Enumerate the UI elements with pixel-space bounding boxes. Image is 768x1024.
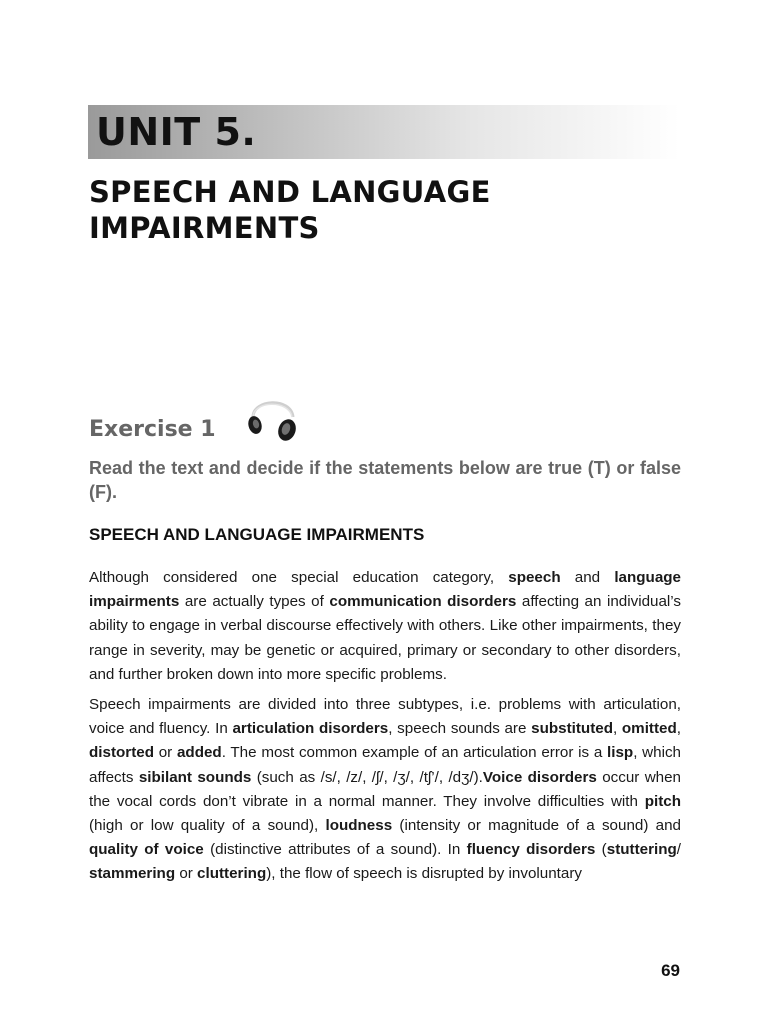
text-run: or [153,744,177,762]
text-run: are actually types of [179,593,330,611]
bold-term: lisp [607,744,634,762]
text-run: or [175,865,198,883]
body-text [89,566,681,893]
text-run: Speech impairments are divided into three subtypes, i.e. problems with articulation, voice and fluency. In [89,696,681,738]
text-run: (high or low quality of a sound), [89,817,326,835]
bold-term: fluency disorders [466,841,596,859]
unit-title: UNIT 5. [96,110,257,154]
bold-term: sibilant sounds [138,768,252,786]
text-run: ), the flow of speech is disrupted by involuntary [266,865,582,883]
text-run: (such as /s/, /z/, /ʃ/, /ʒ/, /tʃ’/, /dʒ/). [251,768,483,786]
text-run: . The most common example of an articulation error is a [221,744,608,762]
bold-term: Voice disorders [482,768,597,786]
text-run: affecting an individual’s ability to engage in verbal discourse effectively with others. Like other impairments, they range in severity, may be genetic or acquired, primary or secondary to other disorders, and further broken down into more specific problems. [89,593,681,683]
bold-term: speech [508,569,561,586]
exercise-instruction: Read the text and decide if the statements below are true (T) or false (F). [89,458,681,502]
bold-term: omitted [621,720,677,738]
text-run: (intensity or magnitude of a sound) and [392,817,681,835]
page-number: 69 [661,961,680,980]
bold-term: quality of voice [89,841,204,859]
bold-term: distorted [89,744,154,762]
bold-term: language impairments [89,569,681,611]
paragraph [89,566,681,687]
text-run: occur when the vocal cords don’t vibrate in a normal manner. They involve difficulties with [89,768,682,810]
text-run: and [560,569,615,586]
text-run: , [676,720,681,738]
bold-term: cluttering [197,865,267,883]
paragraph [89,693,681,887]
headphones-icon [243,393,299,445]
bold-term: stuttering [606,841,677,859]
bold-term: stammering [89,865,176,883]
text-run: , which affects [89,744,681,786]
chapter-title: SPEECH AND LANGUAGE IMPAIRMENTS [89,175,491,245]
bold-term: communication disorders [329,593,517,611]
text-run: Although considered one special education category, [89,569,509,586]
bold-term: substituted [531,720,613,738]
bold-term: loudness [325,817,393,835]
text-run: , [612,720,622,738]
text-run: (distinctive attributes of a sound). In [203,841,467,859]
exercise-title: Exercise 1 [89,417,216,442]
bold-term: added [176,744,222,762]
text-run: / [676,841,682,859]
bold-term: pitch [644,792,681,810]
text-run: , speech sounds are [388,720,532,738]
section-heading: SPEECH AND LANGUAGE IMPAIRMENTS [89,525,425,544]
bold-term: articulation disorders [232,720,389,738]
text-run: ( [595,841,607,859]
